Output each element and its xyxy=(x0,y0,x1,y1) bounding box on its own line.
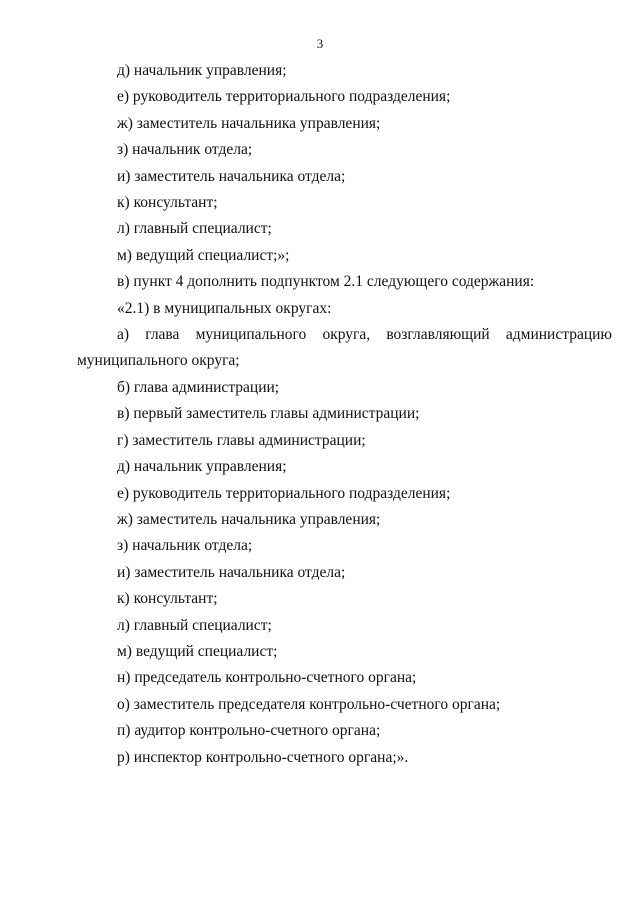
list-item: е) руководитель территориального подразделения; xyxy=(117,88,451,106)
list-item-continuation: муниципального округа; xyxy=(77,352,240,370)
list-item: к) консультант; xyxy=(117,590,218,608)
list-item: к) консультант; xyxy=(117,194,218,212)
list-item: б) глава администрации; xyxy=(117,378,280,396)
list-item: м) ведущий специалист;»; xyxy=(117,246,290,264)
list-item: е) руководитель территориального подразделения; xyxy=(117,484,451,502)
list-item: ж) заместитель начальника управления; xyxy=(117,510,381,528)
list-item: л) главный специалист; xyxy=(117,220,272,238)
list-item: н) председатель контрольно-счетного органа; xyxy=(117,669,417,687)
list-item: а) глава муниципального округа, возглавляющий администрацию xyxy=(117,326,612,344)
list-item: п) аудитор контрольно-счетного органа; xyxy=(117,722,381,740)
list-item: м) ведущий специалист; xyxy=(117,642,278,660)
list-item: о) заместитель председателя контрольно-счетного органа; xyxy=(117,695,501,713)
list-item: д) начальник управления; xyxy=(117,458,287,476)
list-item: г) заместитель главы администрации; xyxy=(117,431,366,449)
paragraph: «2.1) в муниципальных округах: xyxy=(117,299,332,317)
paragraph: в) пункт 4 дополнить подпунктом 2.1 следующего содержания: xyxy=(117,273,535,291)
list-item: л) главный специалист; xyxy=(117,616,272,634)
list-item: з) начальник отдела; xyxy=(117,141,253,159)
list-item: и) заместитель начальника отдела; xyxy=(117,167,346,185)
list-item: ж) заместитель начальника управления; xyxy=(117,114,381,132)
list-item: р) инспектор контрольно-счетного органа;». xyxy=(117,748,409,766)
document-body xyxy=(77,58,612,771)
list-item: и) заместитель начальника отдела; xyxy=(117,563,346,581)
list-item: в) первый заместитель главы администрации; xyxy=(117,405,420,423)
page-number: 3 xyxy=(316,36,324,51)
list-item: д) начальник управления; xyxy=(117,62,287,79)
list-item: з) начальник отдела; xyxy=(117,537,253,555)
